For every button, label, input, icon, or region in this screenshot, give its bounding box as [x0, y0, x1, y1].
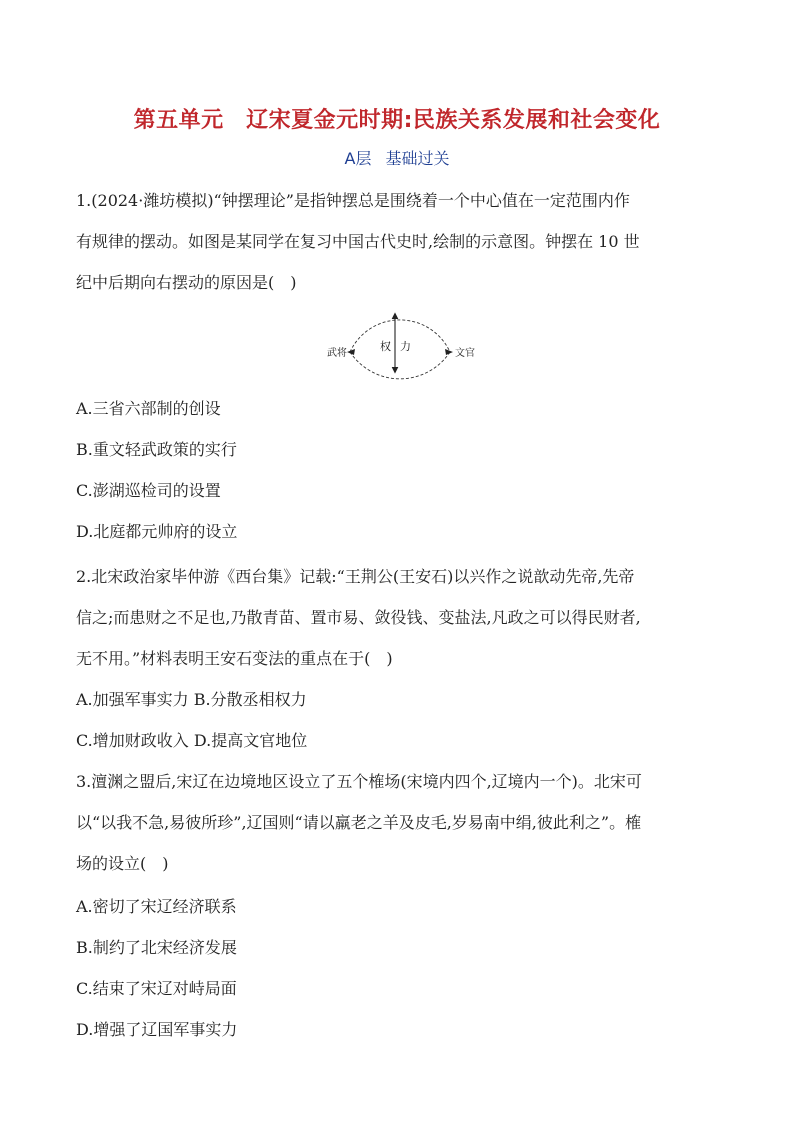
level-heading — [0, 146, 794, 169]
q3-option-c[interactable]: C.结束了宋辽对峙局面 — [76, 979, 237, 998]
q2-options-ab[interactable]: A.加强军事实力 B.分散丞相权力 — [76, 690, 307, 709]
q3-option-d[interactable]: D.增强了辽国军事实力 — [76, 1020, 238, 1039]
q1-stem-line-3: 纪中后期向右摆动的原因是( ) — [76, 273, 297, 292]
level-label: A层 — [344, 149, 372, 168]
q3-stem-line-1: 3.澶渊之盟后,宋辽在边境地区设立了五个榷场(宋境内四个,辽境内一个)。北宋可 — [76, 772, 642, 791]
q2-stem-line-3: 无不用。”材料表明王安石变法的重点在于( ) — [76, 649, 393, 668]
pendulum-diagram — [325, 310, 475, 380]
label-power-1: 权 — [380, 340, 391, 353]
q3-option-a[interactable]: A.密切了宋辽经济联系 — [76, 897, 237, 916]
label-power-2: 力 — [400, 340, 411, 353]
q1-stem-line-2: 有规律的摆动。如图是某同学在复习中国古代史时,绘制的示意图。钟摆在 10 世 — [76, 232, 640, 251]
q2-options-cd[interactable]: C.增加财政收入 D.提高文官地位 — [76, 731, 308, 750]
q3-stem-line-3: 场的设立( ) — [76, 854, 169, 873]
axis-arrow-up — [392, 313, 398, 319]
q2-stem-line-2: 信之;而患财之不足也,乃散青苗、置市易、敛役钱、变盐法,凡政之可以得民财者, — [76, 608, 641, 627]
label-military: 武将 — [327, 348, 347, 359]
label-civil: 文官 — [455, 348, 475, 359]
q2-stem-line-1: 2.北宋政治家毕仲游《西台集》记载:“王荆公(王安石)以兴作之说歆动先帝,先帝 — [76, 567, 635, 586]
unit-title: 第五单元 辽宋夏金元时期:民族关系发展和社会变化 — [133, 108, 661, 133]
q3-stem-line-2: 以“以我不急,易彼所珍”,辽国则“请以羸老之羊及皮毛,岁易南中绢,彼此利之”。榷 — [76, 813, 642, 832]
q1-stem-line-1: 1.(2024·潍坊模拟)“钟摆理论”是指钟摆总是围绕着一个中心值在一定范围内作 — [76, 191, 630, 210]
q1-option-c[interactable]: C.澎湖巡检司的设置 — [76, 481, 221, 500]
q1-option-a[interactable]: A.三省六部制的创设 — [76, 399, 221, 418]
q1-option-d[interactable]: D.北庭都元帅府的设立 — [76, 522, 238, 541]
lower-arc — [350, 352, 450, 379]
axis-arrow-down — [392, 367, 398, 373]
section-label: 基础过关 — [385, 149, 450, 168]
q3-option-b[interactable]: B.制约了北宋经济发展 — [76, 938, 237, 957]
q1-option-b[interactable]: B.重文轻武政策的实行 — [76, 440, 237, 459]
